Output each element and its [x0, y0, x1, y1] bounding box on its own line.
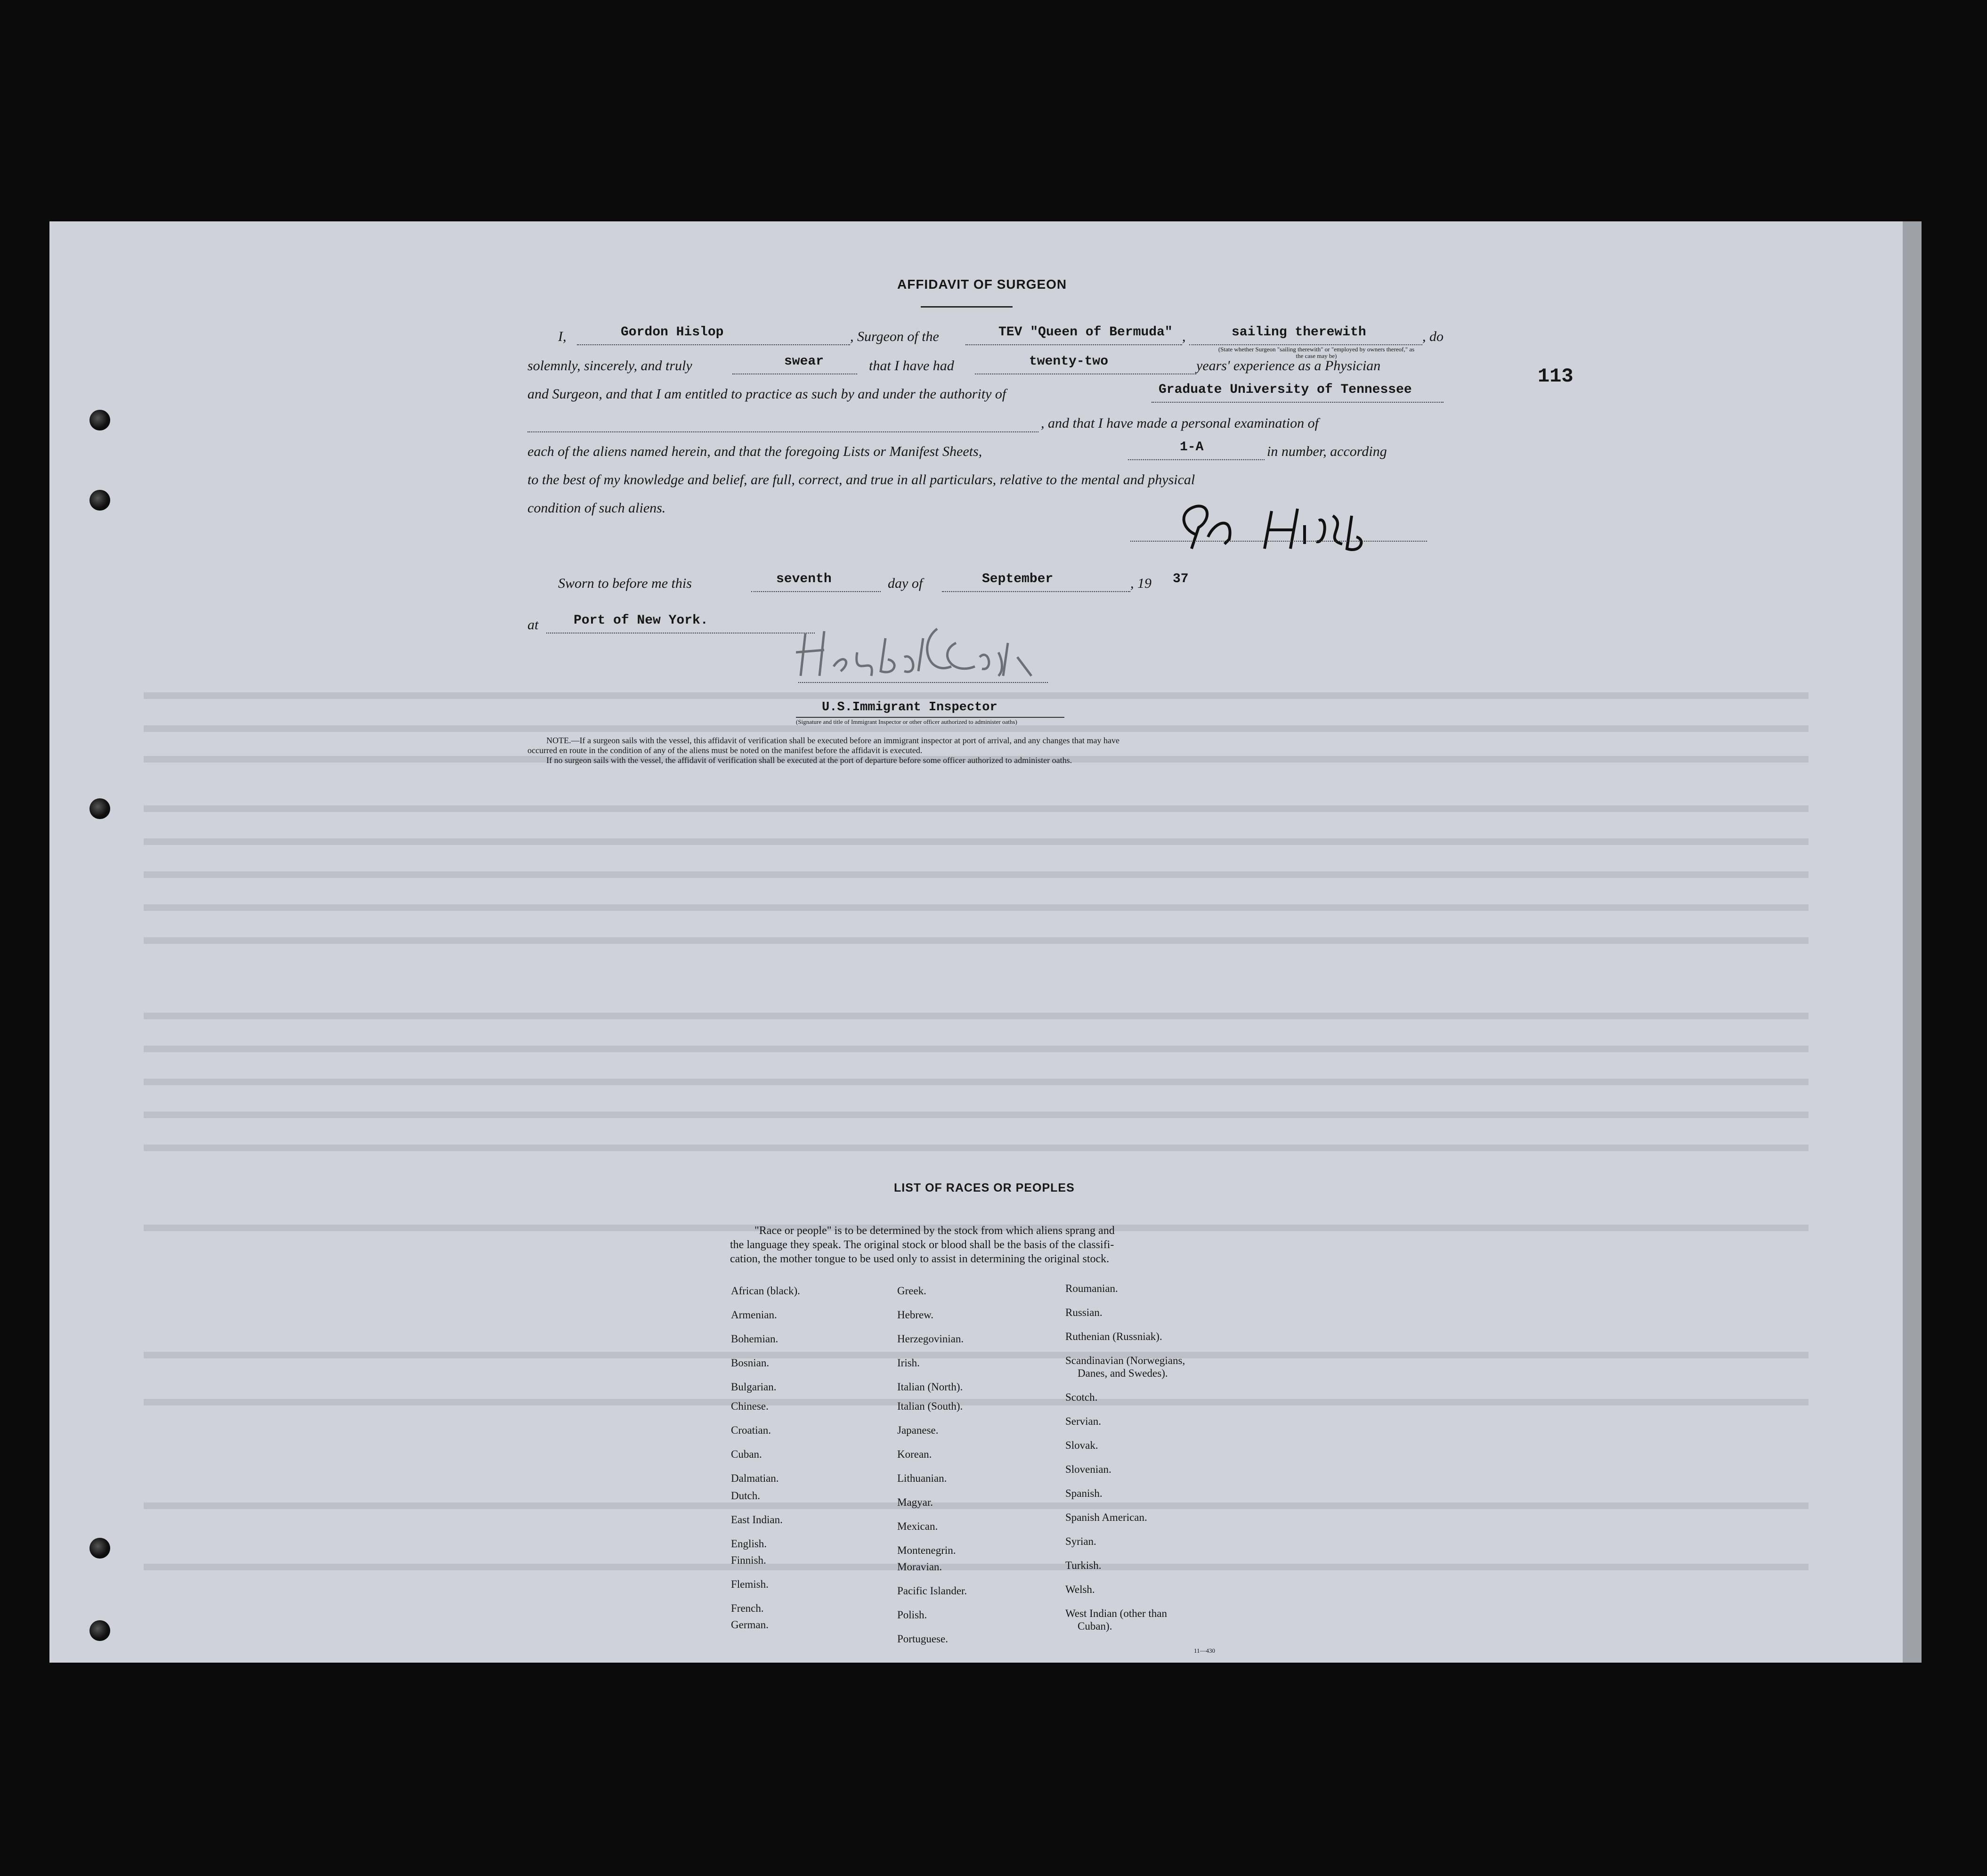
race-item: Spanish.	[1065, 1487, 1103, 1499]
sworn-year: 37	[1173, 572, 1189, 586]
race-item: Spanish American.	[1065, 1511, 1147, 1523]
title-underline	[921, 306, 1013, 308]
text-personal-exam: , and that I have made a personal examination of	[1041, 415, 1319, 431]
races-column-2	[897, 1279, 967, 1651]
bleed-through-line	[144, 937, 1809, 944]
race-item: African (black).	[731, 1285, 800, 1297]
bleed-through-line	[144, 1046, 1809, 1052]
race-item: Servian.	[1065, 1415, 1102, 1427]
text-solemnly: solemnly, sincerely, and truly	[527, 358, 692, 374]
race-item: Moravian.	[897, 1561, 942, 1573]
race-item: Armenian.	[731, 1309, 777, 1321]
race-item: Croatian.	[731, 1424, 771, 1436]
races-title: LIST OF RACES OR PEOPLES	[894, 1181, 1075, 1194]
race-item: Scandinavian (Norwegians,	[1065, 1355, 1185, 1366]
race-item: Welsh.	[1065, 1584, 1095, 1595]
bleed-through-line	[144, 805, 1809, 812]
races-intro-line-2: the language they speak. The original stock or blood shall be the basis of the classifi-	[730, 1239, 1114, 1251]
surgeon-status: sailing therewith	[1232, 325, 1366, 340]
race-item: East Indian.	[731, 1514, 783, 1526]
bleed-through-line	[144, 904, 1809, 911]
bleed-through-line	[144, 1502, 1809, 1509]
authority: Graduate University of Tennessee	[1159, 382, 1412, 397]
race-item: Greek.	[897, 1285, 926, 1297]
bleed-through-line	[144, 1145, 1809, 1151]
text-19: , 19	[1130, 576, 1152, 591]
text-years-exp: years' experience as a Physician	[1196, 358, 1381, 374]
bleed-through-line	[144, 1399, 1809, 1405]
race-item: Flemish.	[731, 1578, 769, 1590]
text-in-number: in number, according	[1267, 444, 1387, 459]
sworn-month: September	[982, 572, 1054, 586]
surgeon-name: Gordon Hislop	[621, 325, 724, 340]
race-item: Hebrew.	[897, 1309, 934, 1321]
bleed-through-line	[144, 1564, 1809, 1570]
inspector-signature	[796, 624, 1041, 685]
punch-hole	[89, 490, 110, 511]
races-column-1	[731, 1279, 800, 1637]
text-condition: condition of such aliens.	[527, 500, 666, 516]
race-item: Bosnian.	[731, 1357, 770, 1369]
race-item: Scotch.	[1065, 1391, 1098, 1403]
bleed-through-line	[144, 692, 1809, 699]
note-line-1: NOTE.—If a surgeon sails with the vessel, this affidavit of verification shall be executed before an immigrant inspector at port of arrival, and any changes that may have	[546, 736, 1119, 745]
inspector-title: U.S.Immigrant Inspector	[822, 700, 998, 715]
authority-continued-field	[527, 414, 1038, 432]
race-item: Dutch.	[731, 1490, 760, 1502]
race-item: Montenegrin.	[897, 1544, 956, 1556]
bleed-through-line	[144, 1013, 1809, 1019]
sworn-place: Port of New York.	[574, 613, 708, 628]
sworn-day: seventh	[776, 572, 832, 586]
races-column-3	[1065, 1276, 1185, 1638]
years-experience: twenty-two	[1029, 354, 1109, 369]
inspector-note: (Signature and title of Immigrant Inspector or other officer authorized to administer oaths)	[796, 718, 1017, 725]
race-item: Slovak.	[1065, 1439, 1098, 1451]
race-item: English.	[731, 1538, 767, 1550]
surgeon-signature-line	[1130, 541, 1427, 542]
sheet-count: 1-A	[1180, 440, 1204, 455]
bleed-through-line	[144, 871, 1809, 878]
note-line-2: occurred en route in the condition of any of the aliens must be noted on the manifest before the affidavit is executed.	[527, 746, 923, 755]
race-item: Mexican.	[897, 1520, 938, 1532]
vessel-name: TEV "Queen of Bermuda"	[998, 325, 1173, 340]
race-item: Irish.	[897, 1357, 920, 1369]
text-that-had: that I have had	[869, 358, 954, 374]
bleed-through-line	[144, 1352, 1809, 1358]
text-best: to the best of my knowledge and belief, are full, correct, and true in all particulars, relative to the mental and physical	[527, 472, 1195, 487]
bleed-through-line	[144, 1079, 1809, 1085]
race-item: Finnish.	[731, 1554, 766, 1566]
race-item: Bulgarian.	[731, 1381, 777, 1393]
race-item: Korean.	[897, 1448, 932, 1460]
text-sworn: Sworn to before me this	[558, 576, 692, 591]
inspector-title-line	[796, 717, 1064, 718]
race-item: Bohemian.	[731, 1333, 779, 1345]
manifest-sheet	[49, 221, 1922, 1663]
text-each-aliens: each of the aliens named herein, and that the foregoing Lists or Manifest Sheets,	[527, 444, 982, 459]
text-comma: ,	[1182, 329, 1186, 344]
race-item: Dalmatian.	[731, 1472, 779, 1484]
race-item: Chinese.	[731, 1400, 769, 1412]
race-item: Portuguese.	[897, 1633, 948, 1645]
text-at: at	[527, 617, 539, 633]
race-item: West Indian (other than	[1065, 1608, 1167, 1619]
race-item: Italian (North).	[897, 1381, 963, 1393]
text-and-surgeon: and Surgeon, and that I am entitled to practice as such by and under the authority of	[527, 386, 1006, 402]
race-item: Russian.	[1065, 1307, 1103, 1318]
race-item: Roumanian.	[1065, 1283, 1118, 1294]
status-note: (State whether Surgeon "sailing therewith" or "employed by owners thereof," as the case may be)	[1218, 346, 1415, 359]
race-item: Ruthenian (Russniak).	[1065, 1331, 1162, 1342]
page-number: 113	[1538, 365, 1573, 388]
race-item: Pacific Islander.	[897, 1585, 967, 1597]
races-intro-line-1: "Race or people" is to be determined by the stock from which aliens sprang and	[754, 1225, 1115, 1237]
race-item: Japanese.	[897, 1424, 939, 1436]
race-item: Italian (South).	[897, 1400, 963, 1412]
form-code: 11—430	[1194, 1647, 1216, 1654]
text-do: , do	[1422, 329, 1444, 344]
race-item: Slovenian.	[1065, 1463, 1111, 1475]
bleed-through-line	[144, 725, 1809, 732]
punch-hole	[89, 1620, 110, 1641]
race-item: Cuban.	[731, 1448, 762, 1460]
race-item: German.	[731, 1619, 769, 1631]
affidavit-title: AFFIDAVIT OF SURGEON	[897, 277, 1067, 292]
punch-hole	[89, 1538, 110, 1559]
race-item: Cuban).	[1078, 1620, 1112, 1632]
race-item: Syrian.	[1065, 1535, 1096, 1547]
text-i: I,	[558, 329, 567, 344]
races-intro-line-3: cation, the mother tongue to be used only to assist in determining the original stock.	[730, 1253, 1110, 1265]
race-item: Lithuanian.	[897, 1472, 947, 1484]
bleed-through-line	[144, 1112, 1809, 1118]
note-line-3: If no surgeon sails with the vessel, the affidavit of verification shall be executed at the port of departure before some officer authorized to administer oaths.	[546, 755, 1072, 765]
surgeon-signature	[1163, 492, 1427, 563]
race-item: Danes, and Swedes).	[1078, 1367, 1168, 1379]
punch-hole	[89, 798, 110, 819]
race-item: Turkish.	[1065, 1559, 1102, 1571]
race-item: French.	[731, 1602, 764, 1614]
text-surgeon-of: , Surgeon of the	[850, 329, 939, 344]
punch-hole	[89, 410, 110, 430]
inspector-signature-line	[798, 682, 1048, 683]
bleed-through-line	[144, 838, 1809, 845]
race-item: Polish.	[897, 1609, 927, 1621]
oath-word: swear	[784, 354, 824, 369]
race-item: Herzegovinian.	[897, 1333, 964, 1345]
race-item: Magyar.	[897, 1496, 933, 1508]
text-day-of: day of	[888, 576, 923, 591]
